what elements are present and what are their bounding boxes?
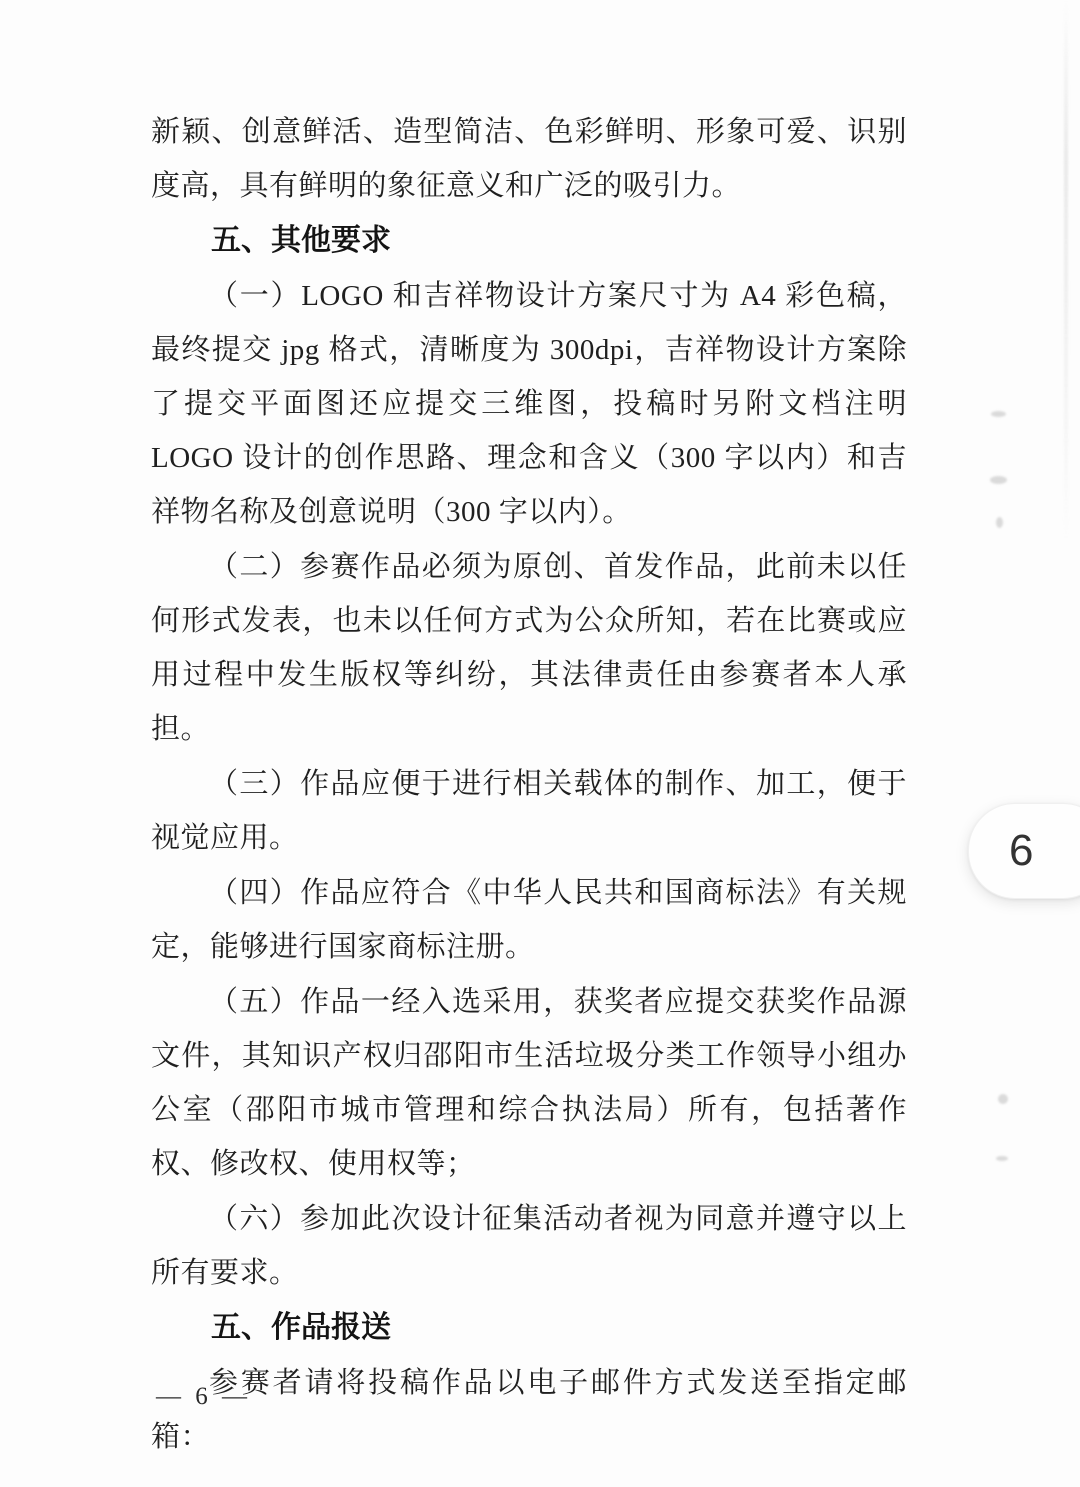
scan-speck	[998, 1094, 1008, 1104]
continuation-paragraph: 新颖、创意鲜活、造型简洁、色彩鲜明、形象可爱、识别度高，具有鲜明的象征意义和广泛的吸引力。	[151, 116, 907, 202]
scan-speck	[996, 517, 1003, 528]
page-indicator-badge	[968, 803, 1080, 899]
section-heading-other-requirements: 五、其他要求	[211, 224, 391, 257]
section-heading-submission: 五、作品报送	[211, 1311, 391, 1344]
document-text-area	[151, 104, 907, 1465]
clause-paragraph-4: （四）作品应符合《中华人民共和国商标法》有关规定，能够进行国家商标注册。	[151, 877, 907, 963]
page-number-footer: — 6 —	[156, 1383, 251, 1410]
clause-paragraph-5: （五）作品一经入选采用，获奖者应提交获奖作品源文件，其知识产权归邵阳市生活垃圾分类工作领导小组办公室（邵阳市城市管理和综合执法局）所有，包括著作权、修改权、使用权等；	[151, 986, 907, 1180]
clause-paragraph-1: （一）LOGO 和吉祥物设计方案尺寸为 A4 彩色稿，最终提交 jpg 格式，清晰度为 300dpi，吉祥物设计方案除了提交平面图还应提交三维图，投稿时另附文档注明 LOGO 设计的创作思路、理念和含义（300 字以内）和吉祥物名称及创意说明（300 字以内）。	[151, 280, 907, 528]
submission-intro-paragraph: 参赛者请将投稿作品以电子邮件方式发送至指定邮箱：	[151, 1367, 907, 1453]
clause-paragraph-6: （六）参加此次设计征集活动者视为同意并遵守以上所有要求。	[151, 1203, 907, 1289]
page-indicator-number: 6	[1009, 826, 1034, 875]
clause-paragraph-2: （二）参赛作品必须为原创、首发作品，此前未以任何形式发表，也未以任何方式为公众所知，若在比赛或应用过程中发生版权等纠纷，其法律责任由参赛者本人承担。	[151, 551, 907, 745]
clause-paragraph-3: （三）作品应便于进行相关载体的制作、加工，便于视觉应用。	[151, 768, 907, 854]
scan-speck	[991, 411, 1006, 417]
scan-speck	[996, 1156, 1008, 1161]
scan-edge-artifact	[1064, 0, 1068, 540]
scan-speck	[990, 476, 1007, 484]
